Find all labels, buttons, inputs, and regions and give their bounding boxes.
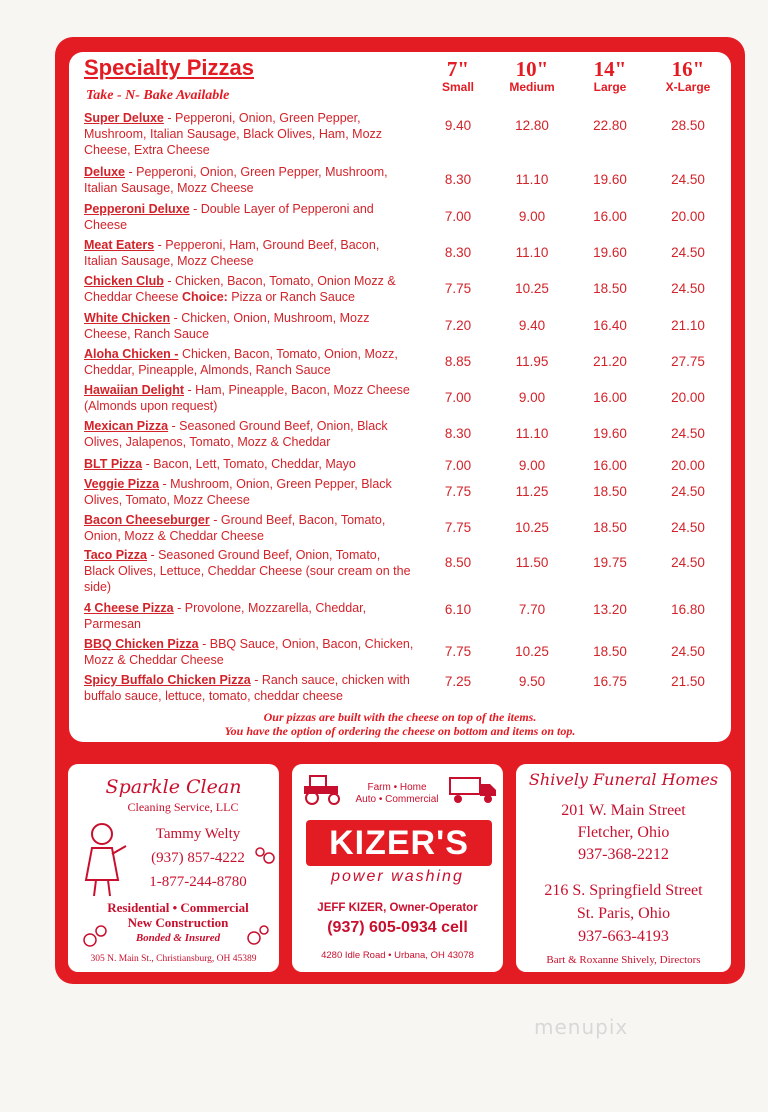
menu-item-price: 18.50	[593, 520, 627, 535]
menu-item-price: 13.20	[593, 602, 627, 617]
menu-item-price: 9.40	[444, 118, 472, 133]
menu-item-desc: - Seasoned Ground Beef, Onion, Tomato, Black Olives, Lettuce, Cheddar Cheese (sour cream on the side)	[84, 548, 411, 594]
menu-title: Specialty Pizzas	[84, 55, 254, 80]
menu-item	[84, 237, 414, 269]
menu-item-price: 20.00	[671, 458, 705, 473]
menu-item-price: 24.50	[671, 281, 705, 296]
tractor-icon	[300, 772, 346, 806]
menu-item-price: 20.00	[671, 209, 705, 224]
menu-item	[84, 456, 414, 472]
size-header-large	[570, 58, 650, 94]
menu-item-desc: - Ranch sauce, chicken with buffalo sauce, lettuce, tomato, cheddar cheese	[84, 673, 410, 703]
menu-item-desc: - Chicken, Onion, Mushroom, Mozz Cheese, Ranch Sauce	[84, 311, 370, 341]
kizer-brand: KIZER'S	[329, 824, 469, 862]
menu-subtitle: Take - N- Bake Available	[86, 88, 230, 103]
menu-item-price: 7.00	[444, 458, 472, 473]
menu-item-desc: - Provolone, Mozzarella, Cheddar, Parmesan	[84, 601, 367, 631]
kizer-owner: JEFF KIZER, Owner-Operator	[317, 902, 478, 914]
watermark: menupix	[534, 1015, 629, 1039]
menu-item-price: 22.80	[593, 118, 627, 133]
shively-addr1: 201 W. Main Street	[561, 802, 686, 819]
menu-item-price: 27.75	[671, 354, 705, 369]
menu-item-desc: - Pepperoni, Ham, Ground Beef, Bacon, Italian Sausage, Mozz Cheese	[84, 238, 380, 268]
sparkle-sub: Cleaning Service, LLC	[127, 800, 239, 814]
menu-item-price: 8.85	[444, 354, 472, 369]
size-header-medium	[492, 58, 572, 94]
menu-item-price: 21.10	[671, 318, 705, 333]
menu-item	[84, 382, 414, 414]
menu-item-price: 24.50	[671, 172, 705, 187]
menu-item-desc: - Chicken, Bacon, Tomato, Onion Mozz & Cheddar Cheese	[84, 274, 396, 304]
menu-note-line1: Our pizzas are built with the cheese on top of the items.	[263, 710, 537, 724]
menu-item	[84, 418, 414, 450]
menu-item-price: 7.75	[444, 520, 472, 535]
menu-item-price: 18.50	[593, 484, 627, 499]
menu-item-desc: - Seasoned Ground Beef, Onion, Black Olives, Jalapenos, Tomato, Mozz & Cheddar	[84, 419, 388, 449]
menu-item-desc: - Pepperoni, Onion, Green Pepper, Mushroom, Italian Sausage, Black Olives, Ham, Mozz Cheese, Extra Cheese	[84, 111, 383, 157]
menu-item-price: 16.00	[593, 390, 627, 405]
kizer-sub: power washing	[331, 868, 464, 885]
size-label: Medium	[509, 80, 555, 94]
menu-note-line2: You have the option of ordering the cheese on bottom and items on top.	[224, 724, 576, 738]
sparkle-person: Tammy Welty	[155, 826, 241, 842]
menu-item-price: 24.50	[671, 555, 705, 570]
sparkle-phone1: (937) 857-4222	[151, 850, 245, 866]
menu-item	[84, 273, 414, 305]
menu-item-name: Chicken Club	[84, 274, 164, 288]
menu-item-price: 8.30	[444, 426, 472, 441]
menu-item-name: Bacon Cheeseburger	[84, 513, 210, 527]
menu-item-price: 7.70	[518, 602, 546, 617]
semi-truck-icon	[448, 772, 498, 806]
ad-sparkle-clean	[68, 764, 279, 972]
menu-item-price: 8.30	[444, 172, 472, 187]
menu-item-name: Deluxe	[84, 165, 125, 179]
menu-item-price: 19.60	[593, 172, 627, 187]
size-header-small	[418, 58, 498, 94]
shively-city2: St. Paris, Ohio	[576, 905, 671, 922]
menu-item-price: 7.00	[444, 209, 472, 224]
menu-item-desc: - Pepperoni, Onion, Green Pepper, Mushroom, Italian Sausage, Mozz Cheese	[84, 165, 388, 195]
shively-city1: Fletcher, Ohio	[577, 824, 670, 841]
kizer-tag2: Auto • Commercial	[355, 794, 439, 805]
menu-item	[84, 310, 414, 342]
menu-item-price: 12.80	[515, 118, 549, 133]
menu-item-price: 9.00	[518, 390, 546, 405]
menu-item-price: 16.00	[593, 458, 627, 473]
shively-directors: Bart & Roxanne Shively, Directors	[546, 954, 701, 966]
menu-item-price: 9.40	[518, 318, 546, 333]
menu-item-price: 11.50	[515, 555, 549, 570]
menu-item	[84, 476, 414, 508]
menu-item-price: 19.75	[593, 555, 627, 570]
menu-item-price: 18.50	[593, 281, 627, 296]
menu-item-price: 16.80	[671, 602, 705, 617]
menu-item-name: Mexican Pizza	[84, 419, 169, 433]
menu-item	[84, 201, 414, 233]
menu-item-price: 7.00	[444, 390, 472, 405]
sparkle-address: 305 N. Main St., Christiansburg, OH 45389	[90, 954, 257, 964]
menu-item-price: 11.10	[515, 172, 549, 187]
menu-item-name: BLT Pizza	[84, 457, 143, 471]
menu-item-desc-2: Pizza or Ranch Sauce	[227, 290, 355, 304]
menu-item-price: 11.10	[515, 426, 549, 441]
kizer-brand-banner	[306, 820, 492, 866]
size-inch: 14"	[593, 57, 627, 81]
menu-item-price: 18.50	[593, 644, 627, 659]
menu-item-name: 4 Cheese Pizza	[84, 601, 174, 615]
menu-item	[84, 672, 414, 704]
menu-item	[84, 110, 414, 158]
size-inch: 16"	[671, 57, 705, 81]
menu-item-desc: - BBQ Sauce, Onion, Bacon, Chicken, Mozz & Cheddar Cheese	[84, 637, 414, 667]
menu-item	[84, 636, 414, 668]
menu-item-price: 7.75	[444, 281, 472, 296]
menu-item	[84, 164, 414, 196]
menu-item-price: 24.50	[671, 484, 705, 499]
menu-item-name: White Chicken	[84, 311, 171, 325]
menu-item-name: Pepperoni Deluxe	[84, 202, 190, 216]
menu-item-price: 20.00	[671, 390, 705, 405]
menu-item-price: 16.40	[593, 318, 627, 333]
menu-item-price: 9.50	[518, 674, 546, 689]
size-label: Large	[593, 80, 627, 94]
shively-phone1: 937-368-2212	[578, 846, 669, 863]
sparkle-bonded: Bonded & Insured	[135, 932, 221, 944]
sparkle-services2: New Construction	[127, 915, 229, 930]
menu-item-price: 7.75	[444, 644, 472, 659]
menu-item-name: Meat Eaters	[84, 238, 155, 252]
ad-shively-funeral-homes	[516, 764, 731, 972]
menu-item	[84, 346, 414, 378]
menu-item	[84, 512, 414, 544]
menu-item-price: 7.20	[444, 318, 472, 333]
menu-item-desc: Chicken, Bacon, Tomato, Onion, Mozz, Cheddar, Pineapple, Almonds, Ranch Sauce	[84, 347, 398, 377]
menu-item-price: 7.75	[444, 484, 472, 499]
menu-item-price: 24.50	[671, 520, 705, 535]
sparkle-phone2: 1-877-244-8780	[149, 874, 247, 890]
menu-item-price: 8.50	[444, 555, 472, 570]
menu-item-name: BBQ Chicken Pizza	[84, 637, 199, 651]
shively-phone2: 937-663-4193	[578, 928, 669, 945]
menu-item-price: 9.00	[518, 458, 546, 473]
menu-item	[84, 547, 414, 595]
ad-kizers-power-washing	[292, 764, 503, 972]
sparkle-services1: Residential • Commercial	[107, 900, 249, 915]
menu-item-desc: - Double Layer of Pepperoni and Cheese	[84, 202, 374, 232]
kizer-tag1: Farm • Home	[367, 782, 427, 793]
menu-item-price: 9.00	[518, 209, 546, 224]
menu-item-price: 24.50	[671, 426, 705, 441]
menu-item-price: 6.10	[444, 602, 472, 617]
shively-brand: Shively Funeral Homes	[528, 770, 719, 789]
menu-item-name: Hawaiian Delight	[84, 383, 185, 397]
menu-item-price: 10.25	[515, 644, 549, 659]
size-inch: 7"	[446, 57, 470, 81]
menu-item-price: 8.30	[444, 245, 472, 260]
menu-item-name: Aloha Chicken -	[84, 347, 179, 361]
menu-item-price: 11.95	[515, 354, 549, 369]
bubbles-icon	[82, 922, 110, 950]
menu-item-desc: - Mushroom, Onion, Green Pepper, Black Olives, Tomato, Mozz Cheese	[84, 477, 392, 507]
size-label: X-Large	[665, 80, 711, 94]
size-inch: 10"	[515, 57, 549, 81]
menu-item-price: 10.25	[515, 520, 549, 535]
menu-item-desc: - Ground Beef, Bacon, Tomato, Onion, Mozz & Cheddar Cheese	[84, 513, 386, 543]
menu-item-price: 21.20	[593, 354, 627, 369]
menu-item-price: 24.50	[671, 644, 705, 659]
shively-addr2: 216 S. Springfield Street	[544, 882, 703, 899]
menu-item-price: 19.60	[593, 245, 627, 260]
kizer-phone: (937) 605-0934 cell	[327, 919, 468, 936]
menu-item-name: Spicy Buffalo Chicken Pizza	[84, 673, 251, 687]
menu-item-price: 11.25	[515, 484, 549, 499]
kizer-address: 4280 Idle Road • Urbana, OH 43078	[321, 950, 474, 961]
menu-item-desc: - Ham, Pineapple, Bacon, Mozz Cheese (Almonds upon request)	[84, 383, 410, 413]
size-label: Small	[441, 80, 474, 94]
menu-item-name: Super Deluxe	[84, 111, 164, 125]
menu-item	[84, 600, 414, 632]
cleaning-lady-icon	[74, 820, 130, 900]
sparkle-brand: Sparkle Clean	[105, 776, 242, 798]
menu-item-price: 11.10	[515, 245, 549, 260]
menu-item-price: 21.50	[671, 674, 705, 689]
menu-item-price: 24.50	[671, 245, 705, 260]
menu-item-choice: Choice:	[181, 290, 228, 304]
menu-item-price: 16.00	[593, 209, 627, 224]
menu-item-price: 28.50	[671, 118, 705, 133]
size-header-xlarge	[648, 58, 728, 94]
menu-item-price: 16.75	[593, 674, 627, 689]
menu-item-name: Taco Pizza	[84, 548, 147, 562]
bubbles-icon	[244, 922, 272, 950]
menu-item-price: 19.60	[593, 426, 627, 441]
menu-item-desc: - Bacon, Lett, Tomato, Cheddar, Mayo	[142, 457, 356, 471]
menu-item-price: 10.25	[515, 281, 549, 296]
menu-item-price: 7.25	[444, 674, 472, 689]
menu-item-name: Veggie Pizza	[84, 477, 160, 491]
